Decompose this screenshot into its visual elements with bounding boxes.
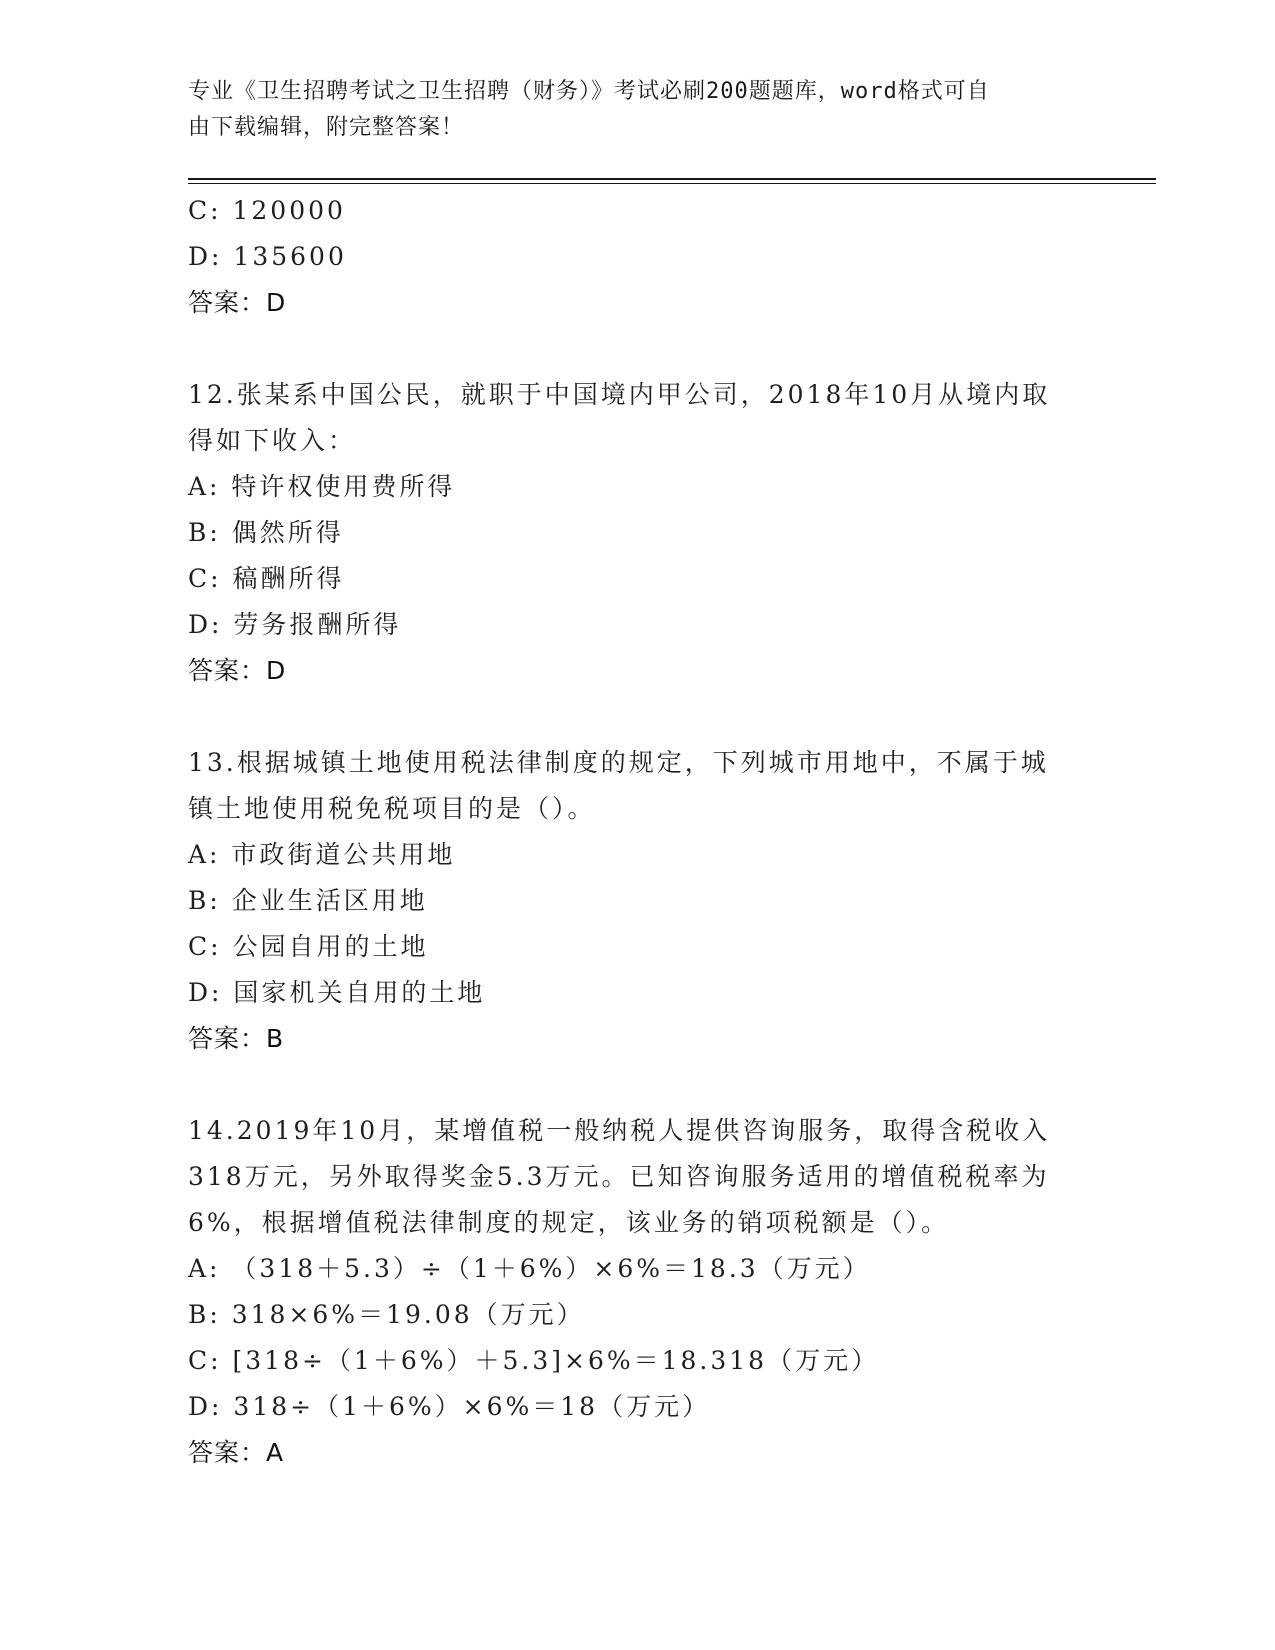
- spacer: [188, 326, 1088, 372]
- header-line-1: 专业《卫生招聘考试之卫生招聘（财务）》考试必刷200题题库，word格式可自: [188, 79, 990, 104]
- option-a: A: 特许权使用费所得: [188, 472, 456, 501]
- option-b: B: 318×6%＝19.08（万元）: [188, 1300, 585, 1329]
- header-rule-thin: [188, 183, 1156, 184]
- question-stem-line: 12.张某系中国公民，就职于中国境内甲公司，2018年10月从境内取: [188, 380, 1051, 409]
- spacer: [188, 1062, 1088, 1108]
- option-a: A: （318＋5.3）÷（1＋6%）×6%＝18.3（万元）: [188, 1254, 871, 1283]
- spacer: [188, 694, 1088, 740]
- question-11: [188, 188, 1088, 326]
- question-stem-line: 镇土地使用税免税项目的是（）。: [188, 794, 596, 823]
- question-12: [188, 372, 1088, 694]
- option-a: A: 市政街道公共用地: [188, 840, 456, 869]
- answer: 答案：A: [188, 1438, 285, 1467]
- question-stem-line: 6%，根据增值税法律制度的规定，该业务的销项税额是（）。: [188, 1208, 950, 1237]
- answer: 答案：D: [188, 288, 287, 317]
- question-stem-line: 14.2019年10月，某增值税一般纳税人提供咨询服务，取得含税收入: [188, 1116, 1051, 1145]
- option-b: B: 企业生活区用地: [188, 886, 428, 915]
- option-d: D: 劳务报酬所得: [188, 610, 402, 639]
- document-body: [188, 188, 1088, 1476]
- option-c: C: 120000: [188, 196, 346, 225]
- question-stem-line: 13.根据城镇土地使用税法律制度的规定，下列城市用地中，不属于城: [188, 748, 1049, 777]
- option-c: C: 公园自用的土地: [188, 932, 429, 961]
- question-13: [188, 740, 1088, 1062]
- document-header: [188, 74, 1068, 146]
- option-c: C: [318÷（1＋6%）＋5.3]×6%＝18.318（万元）: [188, 1346, 880, 1375]
- option-b: B: 偶然所得: [188, 518, 344, 547]
- option-d: D: 318÷（1＋6%）×6%＝18（万元）: [188, 1392, 711, 1421]
- answer: 答案：D: [188, 656, 287, 685]
- option-c: C: 稿酬所得: [188, 564, 345, 593]
- question-stem-line: 318万元，另外取得奖金5.3万元。已知咨询服务适用的增值税税率为: [188, 1162, 1050, 1191]
- question-14: [188, 1108, 1088, 1476]
- question-stem-line: 得如下收入：: [188, 426, 357, 455]
- header-rule-thick: [188, 178, 1156, 180]
- option-d: D: 国家机关自用的土地: [188, 978, 486, 1007]
- answer: 答案：B: [188, 1024, 285, 1053]
- option-d: D: 135600: [188, 242, 347, 271]
- header-line-2: 由下载编辑，附完整答案！: [188, 115, 465, 140]
